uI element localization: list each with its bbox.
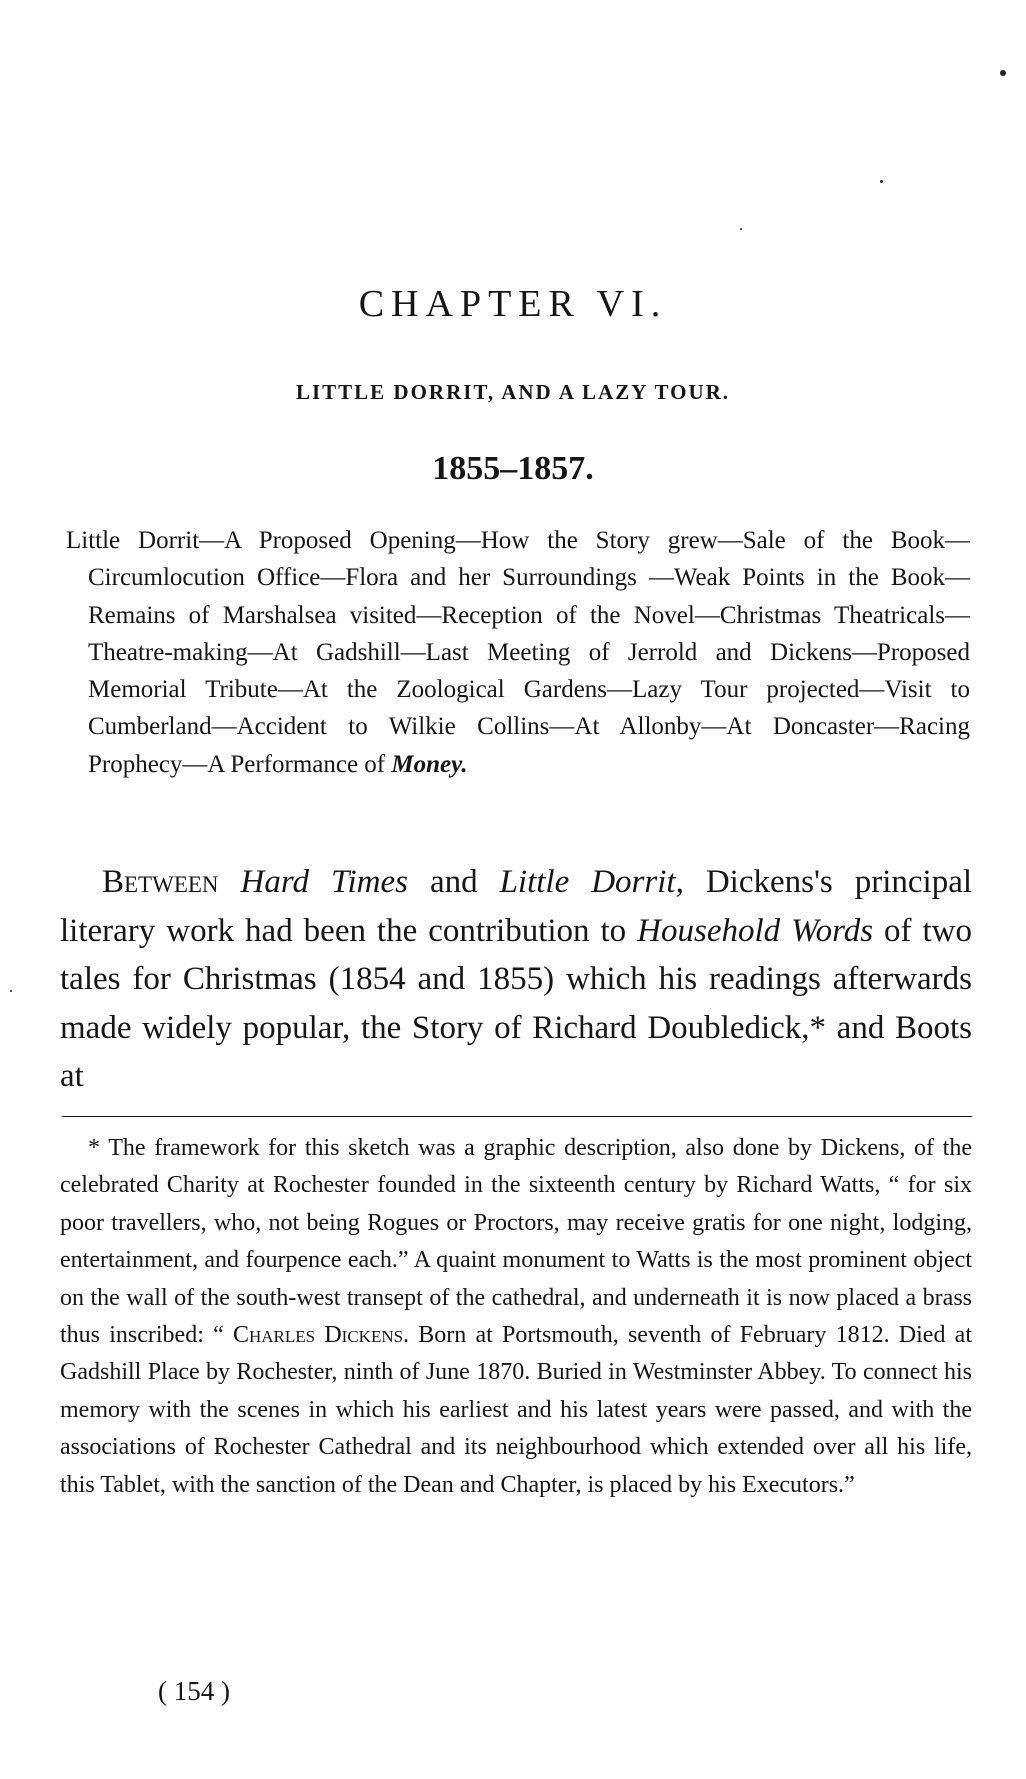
footnote-divider (62, 1116, 972, 1117)
synopsis-italic-end: Money. (391, 750, 468, 778)
footnote-text-1: * The framework for this sketch was a graphic description, also done by Dickens, of the celebrated Charity at Rochester founded in the sixteenth century by Richard Watts, “ for six poor travellers, who, not being Rogues or Proctors, may receive gratis for one night, lodging, entertainment, and fourpence each.” A quaint monument to Watts is the most prominent object on the wall of the south-west transept of the cathedral, and underneath it is now placed a brass thus inscribed: “ (60, 1135, 972, 1349)
print-speck (1000, 70, 1006, 76)
print-speck (10, 990, 12, 992)
print-speck (880, 180, 883, 183)
chapter-years: 1855–1857. (432, 450, 594, 487)
opening-word: Between (102, 864, 219, 900)
chapter-subtitle: LITTLE DORRIT, AND A LAZY TOUR. (295, 380, 731, 404)
body-text-2: of two tales for Christmas (1854 and 1855) which his readings afterwards made widely popular, the Story of Richard Doubledick,* and Boots at (60, 912, 972, 1094)
footnote-name: Charles Dickens. (232, 1322, 410, 1349)
chapter-title: CHAPTER VI. (358, 283, 668, 325)
body-text-1: Dickens's principal literary work had been the contribution to (60, 864, 973, 949)
print-speck (740, 228, 742, 230)
footnote-text-2: Born at Portsmouth, seventh of February 1812. Died at Gadshill Place by Rochester, ninth of June 1870. Buried in Westminster Abbey. To connect his memory with the scenes in which his earliest and his latest years were passed, and with the associations of Rochester Cathedral and its neighbourhood which extended over all his life, this Tablet, with the sanction of the Dean and Chapter, is placed by his Executors.” (60, 1322, 972, 1498)
book-title-household-words: Household Words (637, 912, 874, 949)
footnote (60, 1130, 972, 1504)
synopsis-text: Little Dorrit—A Proposed Opening—How the Story grew—Sale of the Book—Circumlocution Office—Flora and her Surroundings —Weak Points in the Book—Remains of Marshalsea visited—Reception of the Novel—Christmas Theatricals—Theatre-making—At Gadshill—Last Meeting of Jerrold and Dickens—Proposed Memorial Tribute—At the Zoological Gardens—Lazy Tour projected—Visit to Cumberland—Accident to Wilkie Collins—At Allonby—At Doncaster—Racing Prophecy—A Performance of (66, 527, 970, 778)
body-connector: and (407, 864, 500, 900)
body-paragraph (60, 858, 972, 1101)
book-title-little-dorrit: Little Dorrit, (499, 864, 684, 900)
book-title-hard-times: Hard Times (240, 864, 408, 900)
chapter-synopsis (66, 522, 970, 783)
page-number: ( 154 ) (158, 1676, 230, 1706)
